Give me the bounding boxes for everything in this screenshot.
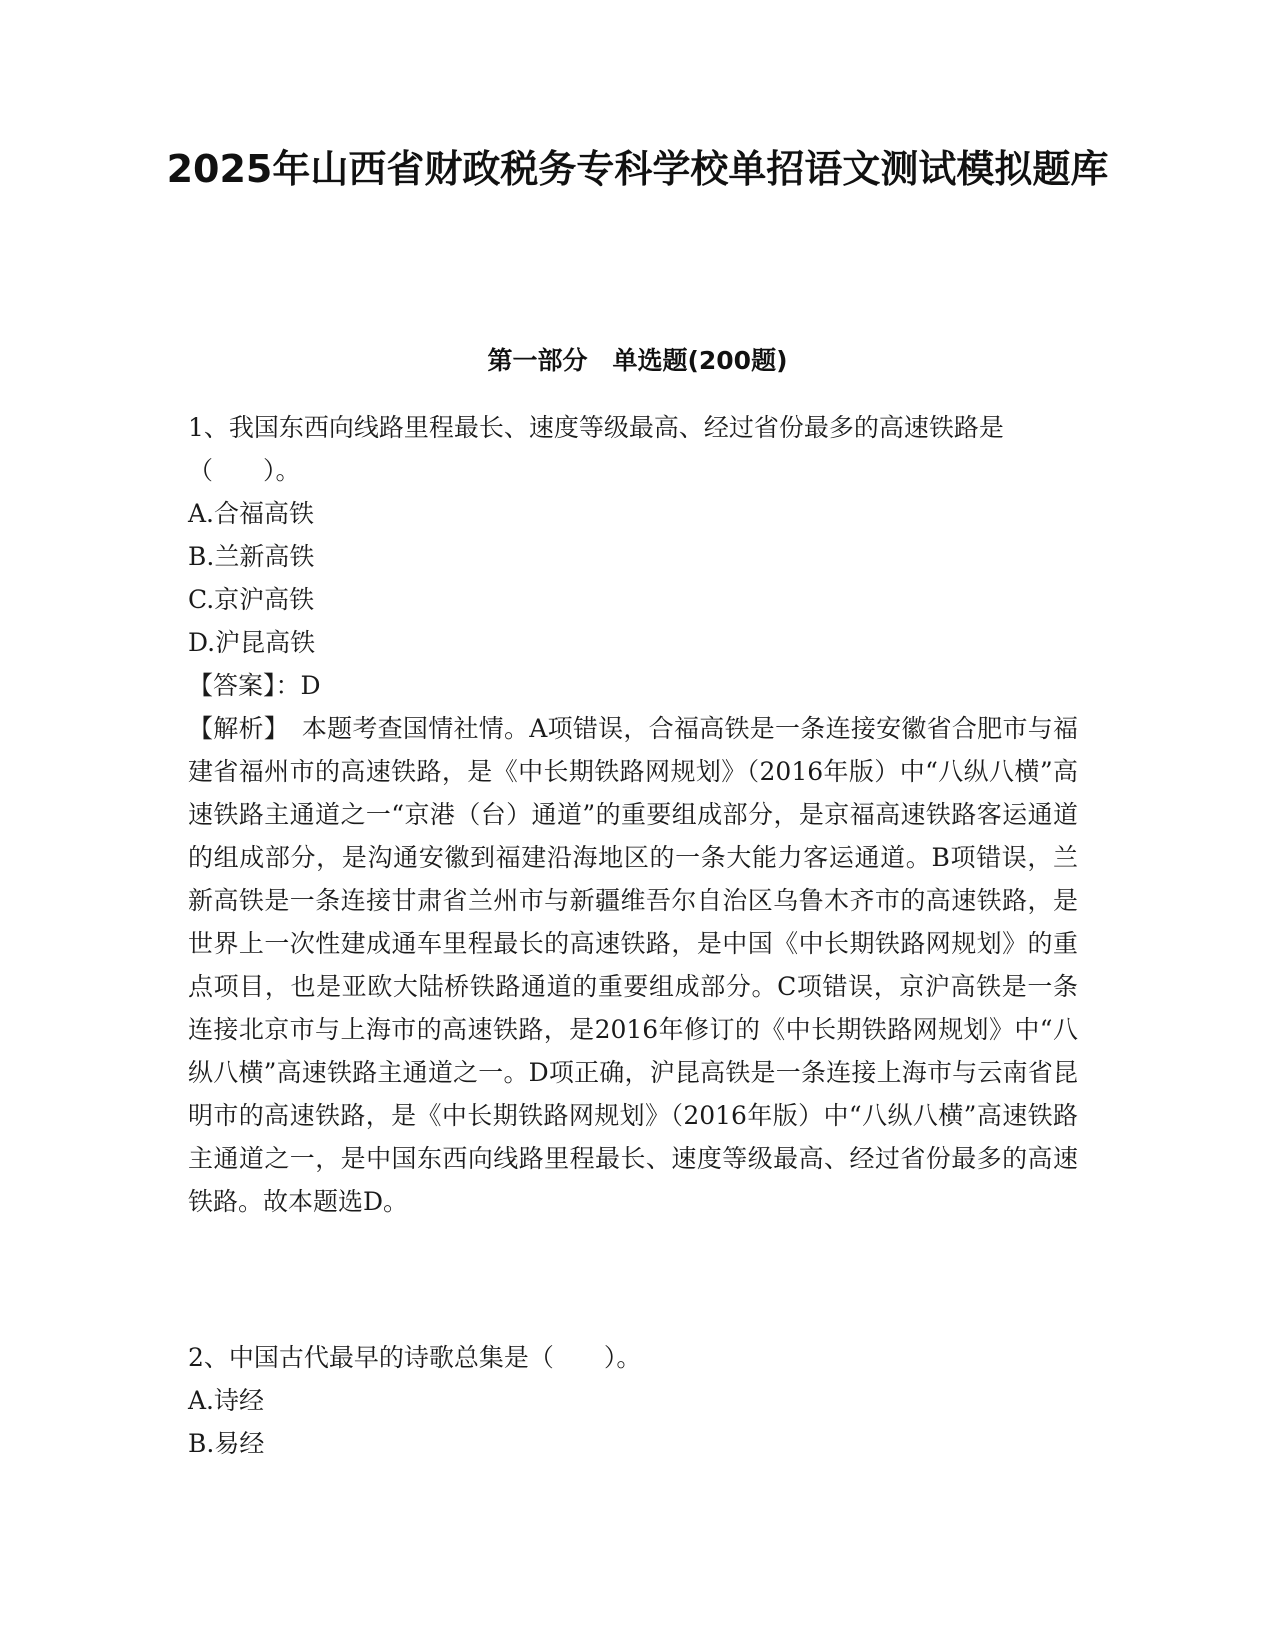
document-title: 2025年山西省财政税务专科学校单招语文测试模拟题库 xyxy=(166,147,1109,191)
option-b: B.兰新高铁 xyxy=(188,542,315,571)
option-a: A.诗经 xyxy=(188,1386,265,1415)
section-heading: 第一部分 单选题(200题) xyxy=(487,346,788,375)
question-stem: 1、我国东西向线路里程最长、速度等级最高、经过省份最多的高速铁路是（ ）。 xyxy=(188,413,1004,485)
option-a: A.合福高铁 xyxy=(188,499,315,528)
option-d: D.沪昆高铁 xyxy=(188,628,316,657)
option-b: B.易经 xyxy=(188,1429,265,1458)
question-stem: 2、中国古代最早的诗歌总集是（ ）。 xyxy=(188,1343,642,1372)
option-c: C.京沪高铁 xyxy=(188,585,315,614)
answer-line: 【答案】：D xyxy=(188,671,321,700)
analysis-paragraph: 【解析】 本题考查国情社情。A项错误，合福高铁是一条连接安徽省合肥市与福建省福州市的高速铁路，是《中长期铁路网规划》（2016年版）中“八纵八横”高速铁路主通道之一“京港（台）通道”的重要组成部分，是京福高速铁路客运通道的组成部分，是沟通安徽到福建沿海地区的一条大能力客运通道。B项错误，兰新高铁是一条连接甘肃省兰州市与新疆维吾尔自治区乌鲁木齐市的高速铁路，是世界上一次性建成通车里程最长的高速铁路，是中国《中长期铁路网规划》的重点项目，也是亚欧大陆桥铁路通道的重要组成部分。C项错误，京沪高铁是一条连接北京市与上海市的高速铁路，是2016年修订的《中长期铁路网规划》中“八纵八横”高速铁路主通道之一。D项正确，沪昆高铁是一条连接上海市与云南省昆明市的高速铁路，是《中长期铁路网规划》（2016年版）中“八纵八横”高速铁路主通道之一，是中国东西向线路里程最长、速度等级最高、经过省份最多的高速铁路。故本题选D。 xyxy=(188,714,1078,1216)
question-1 xyxy=(188,406,1078,1223)
question-2 xyxy=(188,1336,1078,1465)
